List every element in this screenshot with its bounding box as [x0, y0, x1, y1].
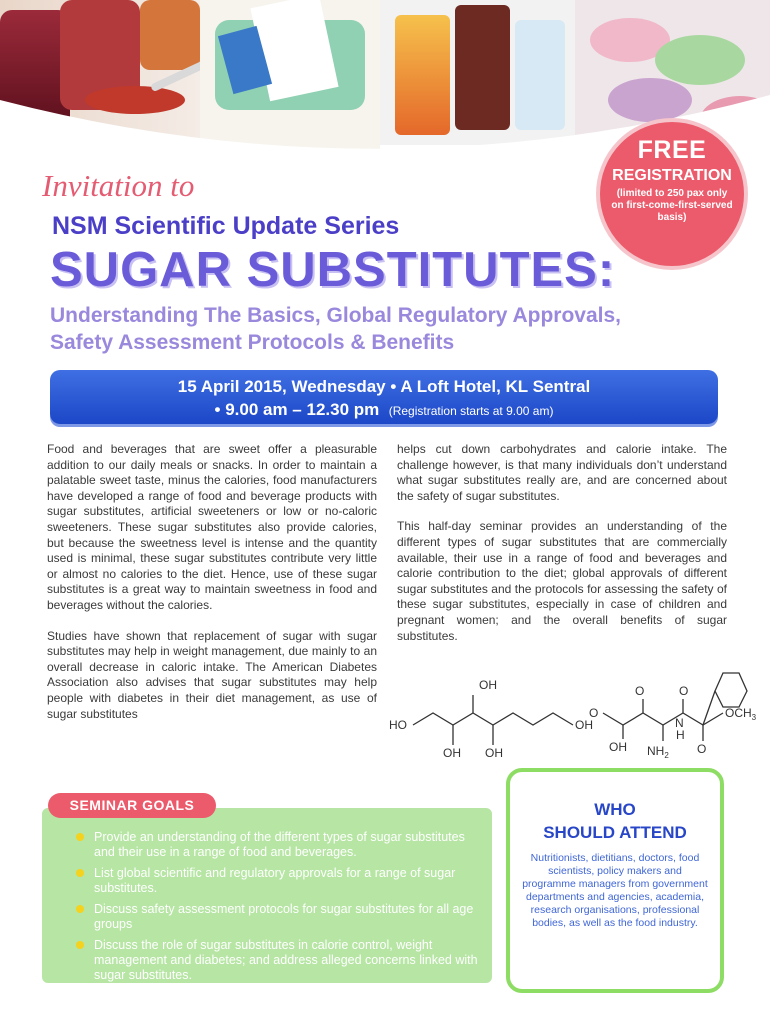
goal-text: Discuss safety assessment protocols for sugar substitutes for all age groups [94, 902, 474, 931]
macaron [655, 35, 745, 85]
badge-registration-label: REGISTRATION [612, 167, 732, 184]
label-o: O [697, 742, 707, 756]
seminar-goals-title: SEMINAR GOALS [48, 793, 216, 818]
label-h: H [676, 728, 685, 742]
label-o: O [589, 706, 599, 720]
label-ho: HO [389, 718, 407, 732]
free-registration-badge [596, 118, 748, 270]
body-paragraph: Food and beverages that are sweet offer a pleasurable addition to our daily meals or snacks. In order to maintain a palatable sweet taste, minus the calories, food manufacturers have developed a range of food and beverage products with sugar substitutes, artificial sweeteners or low or no-caloric sweeteners. These sugar substitutes also provide calories, but because the sweetness level is intense and the quantity used is minimal, these sugar substitutes contribute very little or almost no calories to the diet. Hence, use of these sugar substitutes is a great way to maintain sweetness in food and beverages without the calories. [47, 442, 377, 612]
bullet-dot-icon [76, 941, 84, 949]
body-column-right [397, 442, 727, 659]
attend-title-line-1: WHO [594, 800, 636, 819]
subtitle-line-1: Understanding The Basics, Global Regulatory Approvals, [50, 304, 621, 327]
macaron [608, 78, 692, 122]
seminar-goals-list [72, 830, 482, 989]
list-item [72, 938, 482, 983]
bullet-dot-icon [76, 905, 84, 913]
goal-text: List global scientific and regulatory approvals for a range of sugar substitutes. [94, 866, 456, 895]
list-item [72, 830, 482, 860]
who-should-attend-title [510, 798, 720, 844]
label-n: N [675, 716, 684, 730]
body-paragraph: helps cut down carbohydrates and calorie intake. The challenge however, is that many individuals don’t understand what sugar substitutes really are, and are concerned about the safety of sugar substitutes. [397, 442, 727, 503]
event-time-line [50, 400, 718, 420]
body-column-left [47, 442, 377, 737]
label-oh: OH [485, 746, 503, 760]
attend-title-line-2: SHOULD ATTEND [543, 823, 687, 842]
who-should-attend-panel [506, 768, 724, 993]
drink-glass [395, 15, 450, 135]
goal-text: Provide an understanding of the different types of sugar substitutes and their use in a range of food and beverages. [94, 830, 465, 859]
label-oh: OH [609, 740, 627, 754]
event-time: • 9.00 am – 12.30 pm [214, 400, 380, 419]
subtitle [50, 302, 740, 356]
body-paragraph: Studies have shown that replacement of sugar with sugar substitutes may help in weight management, due mainly to an overall decrease in caloric intake. The American Diabetes Association also advises that sugar substitutes may help people with diabetes in their diet management, as use of sugar substitutes [47, 628, 377, 721]
jam-jar [140, 0, 200, 70]
bullet-dot-icon [76, 869, 84, 877]
label-nh2: $NH_2$ [647, 744, 669, 760]
subtitle-line-2: Safety Assessment Protocols & Benefits [50, 331, 455, 354]
molecule-structures [385, 665, 770, 775]
badge-note: (limited to 250 pax only on first-come-first-served basis) [611, 188, 733, 223]
goal-text: Discuss the role of sugar substitutes in calorie control, weight management and diabetes; and address alleged concerns linked with sugar substitutes. [94, 938, 478, 982]
list-item [72, 866, 482, 896]
event-date-venue: 15 April 2015, Wednesday • A Loft Hotel, KL Sentral [177, 377, 591, 396]
main-title: SUGAR SUBSTITUTES: [50, 243, 616, 297]
event-details-bar [50, 370, 718, 424]
who-should-attend-text: Nutritionists, dietitians, doctors, food scientists, policy makers and programme managers from government departments and agencies, academia, research organisations, professional bodies, as well as the food industry. [522, 852, 708, 929]
sugar-alcohol-structure [413, 695, 573, 745]
invitation-heading: Invitation to [42, 168, 195, 203]
body-paragraph: This half-day seminar provides an understanding of the different types of sugar substitutes that are commercially available, their use in a range of food and beverages and calorie contribution to the diet; global approvals of different sugar substitutes and the protocols for assessing the safety of these sugar substitutes, especially in case of children and pregnant women; and the overall benefits of sugar substitutes. [397, 519, 727, 643]
bullet-dot-icon [76, 833, 84, 841]
label-o: O [635, 684, 645, 698]
list-item [72, 902, 482, 932]
label-oh: OH [443, 746, 461, 760]
label-oh: OH [479, 678, 497, 692]
badge-free-label: FREE [637, 136, 707, 164]
label-oh: OH [575, 718, 593, 732]
series-title: NSM Scientific Update Series [52, 212, 400, 240]
drink-glass [455, 5, 510, 130]
label-o: O [679, 684, 689, 698]
drink-glass [515, 20, 565, 130]
label-och3: $OCH_3$ [725, 706, 757, 722]
event-registration-note: (Registration starts at 9.00 am) [388, 404, 554, 418]
jam-spoon [85, 86, 185, 114]
